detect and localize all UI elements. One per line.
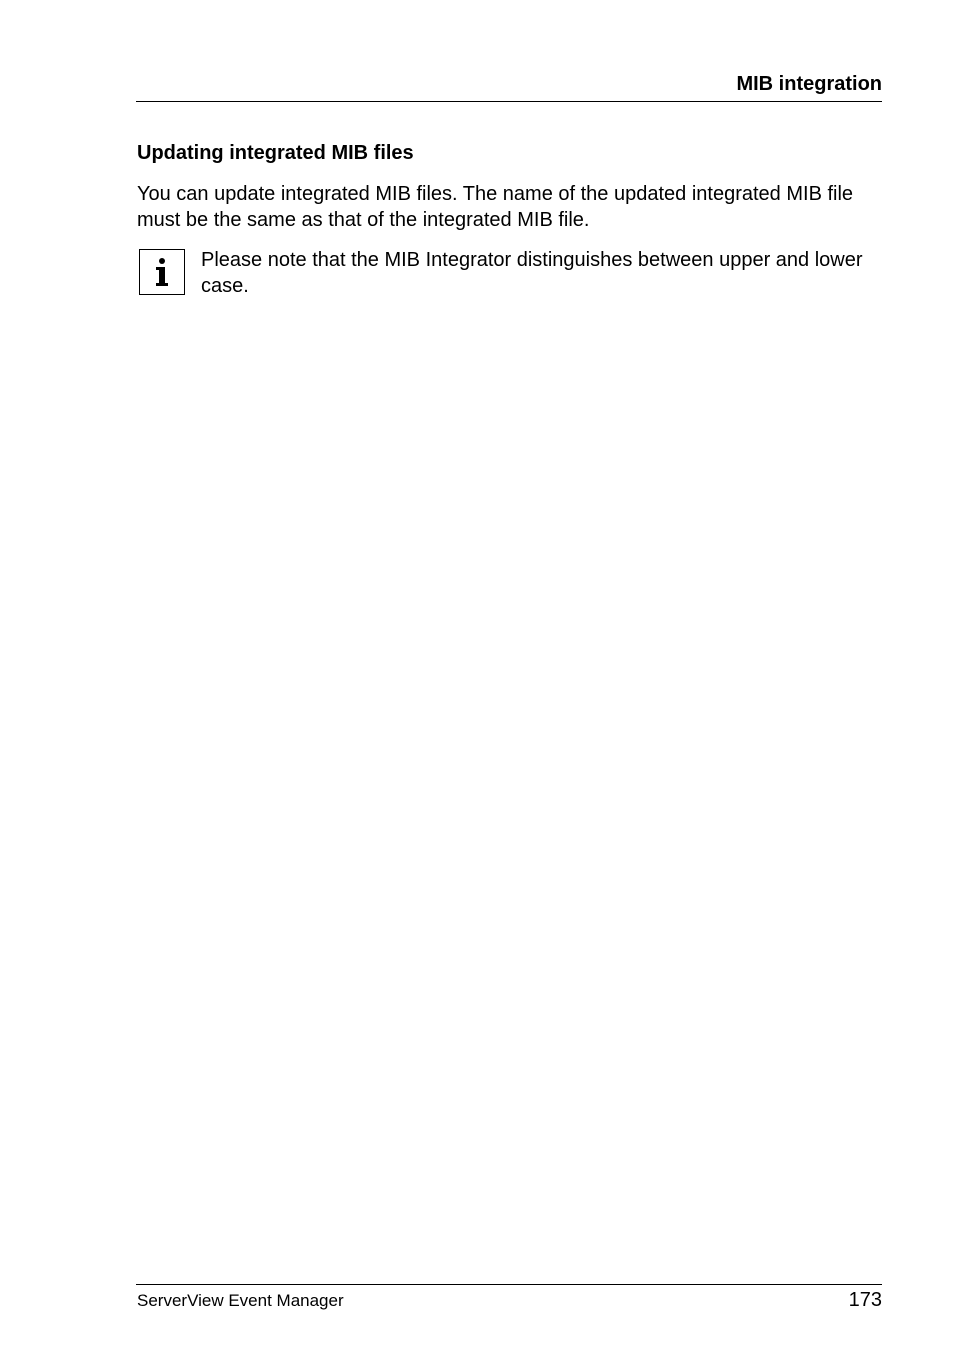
info-icon: [139, 249, 185, 295]
page-number: 173: [848, 1289, 882, 1311]
header-divider: [136, 101, 882, 102]
footer-product-name: ServerView Event Manager: [137, 1291, 344, 1310]
section-heading: Updating integrated MIB files: [137, 142, 414, 164]
note-text: Please note that the MIB Integrator distinguishes between upper and lower case.: [201, 249, 863, 297]
body-paragraph: You can update integrated MIB files. The name of the updated integrated MIB file must be the same as that of the integrated MIB file.: [137, 183, 854, 231]
running-header-title: MIB integration: [736, 73, 882, 95]
footer-divider: [136, 1284, 882, 1285]
